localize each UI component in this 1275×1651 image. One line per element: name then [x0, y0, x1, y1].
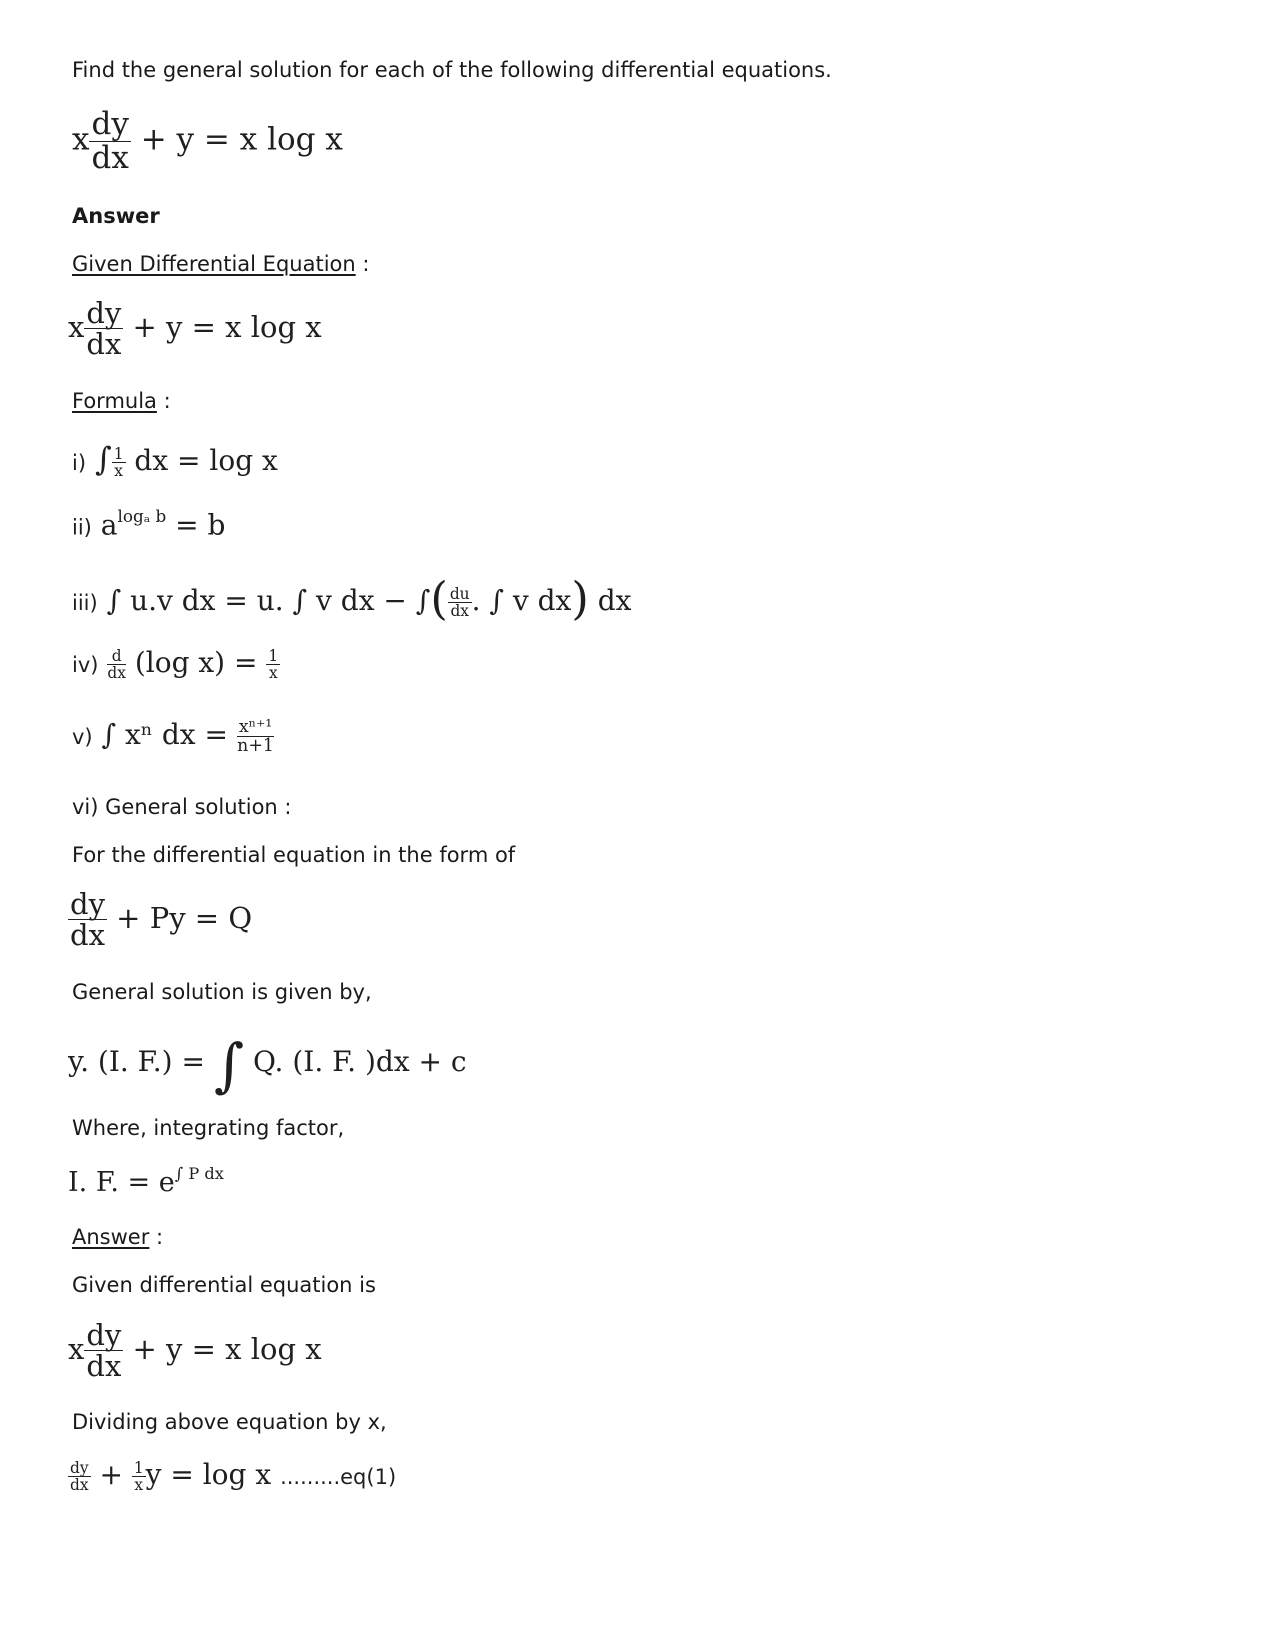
eq1-equation: $\frac{dy}{dx}$ + $\frac{1}{x}$ y = log x .........eq(1): [70, 1458, 397, 1494]
answer-heading: Answer: [72, 204, 160, 228]
solution-given-text: General solution is given by,: [72, 980, 372, 1004]
formula-2: ii) $a^{log_a b} = b$: [72, 506, 226, 542]
integrating-factor-equation: I. F. = $e^{\int P dx}$: [68, 1164, 224, 1199]
given2-text: Given differential equation is: [72, 1273, 376, 1297]
general-solution-label: vi) General solution :: [72, 795, 292, 819]
answer2-label: Answer: [72, 1225, 150, 1249]
form-text: For the differential equation in the form of: [72, 843, 516, 867]
dy-dx-fraction: $\frac{dy}{dx}$: [86, 296, 122, 362]
intro-text: Find the general solution for each of the following differential equations.: [72, 58, 832, 82]
eq-rest: + y = x log x: [140, 121, 343, 158]
question-equation: [72, 108, 343, 174]
form-equation: $\frac{dy}{dx}$ + Py = Q: [70, 887, 253, 953]
dividing-text: Dividing above equation by x,: [72, 1410, 387, 1434]
given-equation: x $\frac{dy}{dx}$ + y = x log x: [68, 296, 322, 362]
answer2-label-line: Answer :: [72, 1225, 164, 1249]
formula-3: iii) ∫ u.v dx = u. ∫ v dx − ∫( $\frac{du}{dx}$ . ∫ v dx) dx: [72, 572, 632, 625]
given2-equation: x $\frac{dy}{dx}$ + y = x log x: [68, 1318, 322, 1384]
formula-5: v) ∫ xⁿ dx = $\frac{\text{xⁿ⁺¹}}{n+1}$: [72, 717, 274, 757]
eq-x: x: [72, 121, 90, 158]
integral-sign: ∫: [213, 1031, 245, 1099]
given-label: Given Differential Equation: [72, 252, 356, 276]
solution-equation: y. (I. F.) = ∫ Q. (I. F. )dx + c: [68, 1031, 467, 1099]
if-text: Where, integrating factor,: [72, 1116, 345, 1140]
dy-dx-fraction: $\frac{dy}{dx}$: [91, 106, 129, 176]
formula-label: Formula: [72, 389, 157, 413]
eq1-tag: .........eq(1): [280, 1465, 397, 1489]
formula-1: i) ∫ $\frac{1}{x}$ dx = log x: [72, 440, 278, 480]
formula-label-line: Formula :: [72, 389, 171, 413]
formula-4: iv) $\frac{d}{dx}$ (log x) = $\frac{1}{x}$: [72, 646, 279, 682]
given-label-line: Given Differential Equation :: [72, 252, 370, 276]
